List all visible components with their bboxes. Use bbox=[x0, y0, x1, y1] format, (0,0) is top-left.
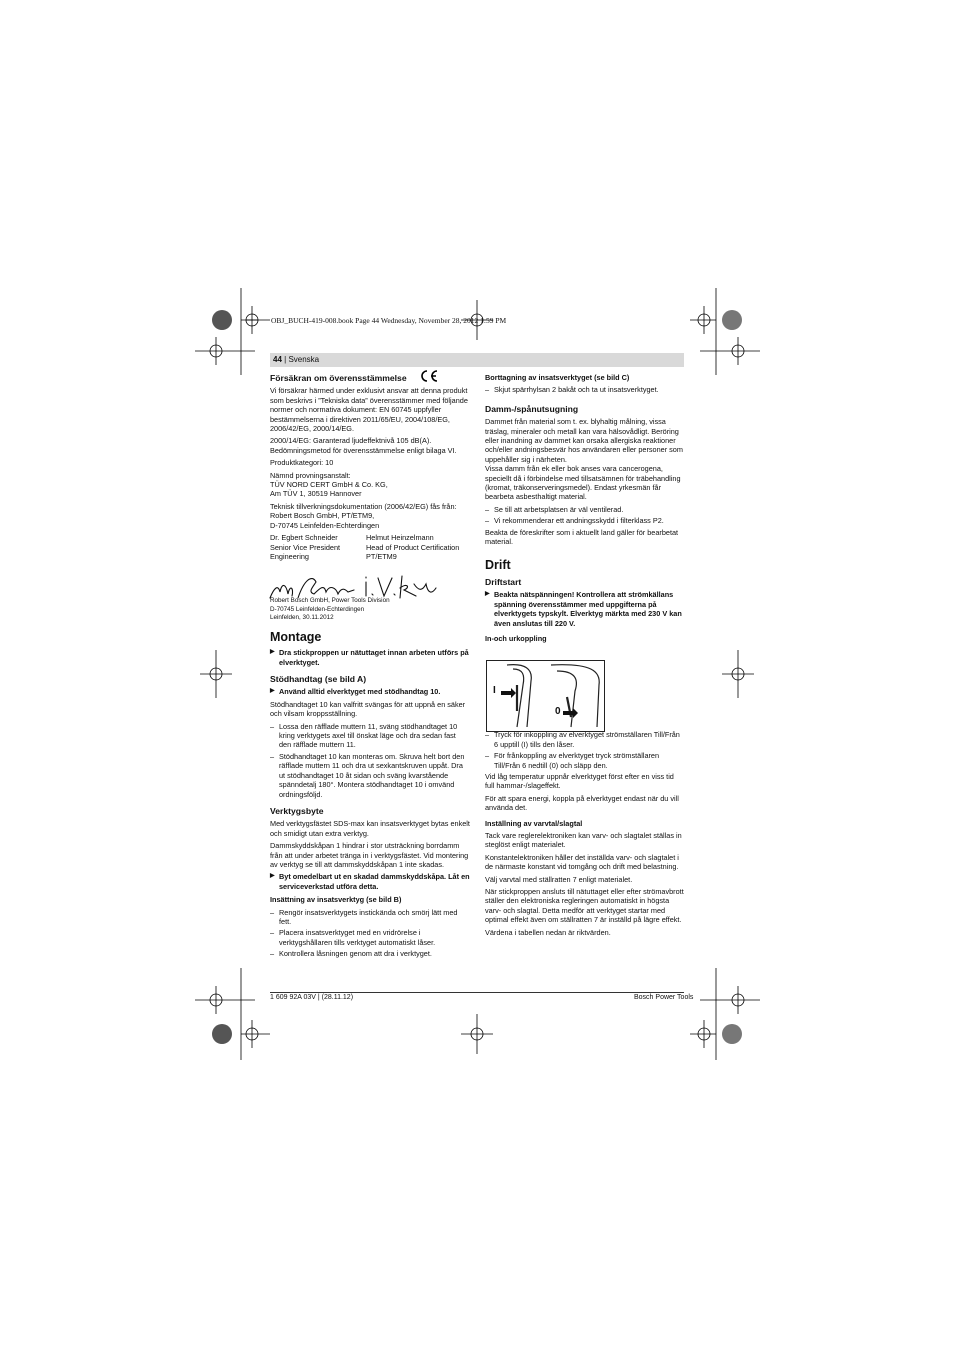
list-item: – För frånkoppling av elverktyget tryck strömställaren Till/Från 6 nedtill (0) och släpp den. bbox=[485, 751, 685, 770]
list-item: – Se till att arbetsplatsen är väl ventilerad. bbox=[485, 505, 685, 514]
paragraph: Dammskyddskåpan 1 hindrar i stor utsträckning borrdamm från att under arbetet tränga in i verktygsfästet. Vid montering av verktyg se till att dammskyddskåpan 1 inte skadas. bbox=[270, 841, 469, 869]
tool-handle-illustration bbox=[487, 661, 604, 731]
decl-para: Teknisk tillverkningsdokumentation (2006/42/EG) fås från: Robert Bosch GmbH, PT/ETM9, D-70745 Leinfelden-Echterdingen bbox=[270, 501, 457, 530]
paragraph: Värdena i tabellen nedan är riktvärden. bbox=[485, 927, 611, 937]
section-name: Svenska bbox=[288, 355, 320, 364]
paragraph: Dammet från material som t. ex. blyhaltig målning, vissa träslag, mineraler och metall kan vara hälsovådligt. Beröring eller inandning av dammet kan orsaka allergiska reaktioner och/eller andningsbesvär hos användaren eller personer som uppehåller sig i närheten. bbox=[485, 417, 683, 464]
on-label: I bbox=[493, 685, 496, 696]
paragraph: För att spara energi, koppla på elverktyget endast när du vill använda det. bbox=[485, 793, 679, 813]
list-item: – Kontrollera låsningen genom att dra i verktyget. bbox=[270, 949, 470, 958]
paragraph: Stödhandtaget 10 kan valfritt svängas för att uppnå en säker och vilsam kroppsställning. bbox=[270, 699, 466, 719]
paragraph: När stickproppen ansluts till nätuttaget eller efter strömavbrott ställer den elektroniska regleringen automatiskt in högsta varv- och slagtal. Detta medför att verktyget startar med optimal effekt även om ställratten 7 är inställd på lägre effekt. bbox=[485, 887, 684, 925]
list-item: – Rengör insatsverktygets instickända och smörj lätt med fett. bbox=[270, 908, 470, 927]
footer-rule bbox=[270, 992, 684, 993]
address: Robert Bosch GmbH, Power Tools Division D-70745 Leinfelden-Echterdingen Leinfelden, 30.11.2012 bbox=[270, 597, 390, 622]
borttagning-heading: Borttagning av insatsverktyget (se bild C) bbox=[485, 373, 630, 382]
paragraph: Vid låg temperatur uppnår elverktyget först efter en viss tid full hammar-/slageffekt. bbox=[485, 771, 674, 791]
stodhandtag-heading: Stödhandtag (se bild A) bbox=[270, 674, 367, 685]
decl-para: 2000/14/EG: Garanterad ljudeffektnivå 105 dB(A). Bedömningsmetod för överensstämmelse enligt bilaga VI. bbox=[270, 436, 457, 455]
footer-right: Bosch Power Tools bbox=[634, 994, 694, 1001]
damm-heading: Damm-/spånutsugning bbox=[485, 403, 579, 414]
montage-heading: Montage bbox=[270, 629, 322, 644]
footer-left: 1 609 92A 03V | (28.11.12) bbox=[270, 994, 354, 1001]
paragraph: Med verktygsfästet SDS-max kan insatsverktyget bytas enkelt och smidigt utan extra verktyg. bbox=[270, 819, 470, 838]
verktygsbyte-heading: Verktygsbyte bbox=[270, 805, 324, 816]
list-item: – Placera insatsverktyget med en vridrörelse i verktygshållaren tills verktyget automatiskt låser. bbox=[270, 928, 470, 947]
page-header: 44 | Svenska bbox=[273, 355, 320, 364]
print-slug: OBJ_BUCH-419-008.book Page 44 Wednesday, November 28, 2012 1:59 PM bbox=[271, 316, 507, 325]
drift-heading: Drift bbox=[485, 557, 511, 572]
ce-mark-icon bbox=[419, 369, 439, 383]
header-bar bbox=[270, 353, 684, 367]
list-item: – Tryck för inkoppling av elverktyget strömställaren Till/Från 6 upptill (I) tills den låser. bbox=[485, 730, 685, 749]
decl-para: Produktkategori: 10 bbox=[270, 458, 334, 468]
paragraph: Tack vare reglerelektroniken kan varv- och slagtalet ställas in steglöst enligt materialet. bbox=[485, 831, 682, 850]
paragraph: Konstantelektroniken håller det inställda varv- och slagtalet i de närmaste konstant vid tomgång och drift med belastning. bbox=[485, 852, 679, 872]
installning-heading: Inställning av varvtal/slagtal bbox=[485, 818, 583, 828]
right-column bbox=[485, 369, 685, 940]
inur-heading: In-och urkoppling bbox=[485, 633, 547, 643]
decl-para: Nämnd provningsanstalt: TÜV NORD CERT GmbH & Co. KG, Am TÜV 1, 30519 Hannover bbox=[270, 470, 388, 499]
page-number: 44 bbox=[273, 355, 282, 364]
decl-para: Vi försäkrar härmed under exklusivt ansvar att denna produkt som beskrivs i ”Tekniska data” överensstämmer med följande normer och normativa dokument: EN 60745 uppfyller bestämmelserna i direktiven 2011/65/EU, 2004/108/EG, 2006/42/EG, 2000/14/EG. bbox=[270, 386, 468, 434]
paragraph: Beakta de föreskrifter som i aktuellt land gäller för bearbetat material. bbox=[485, 527, 679, 547]
driftstart-heading: Driftstart bbox=[485, 576, 522, 587]
off-label: 0 bbox=[555, 706, 561, 717]
paragraph: Vissa damm från ek eller bok anses vara cancerogena, speciellt då i förbindelse med tillsatsämnen för träbehandling (kromat, träkonserveringsmedel). Endast yrkesmän får bearbeta asbesthaltigt material. bbox=[485, 464, 681, 502]
list-item: – Vi rekommenderar ett andningsskydd i filterklass P2. bbox=[485, 516, 685, 525]
warning: ▶ Använd alltid elverktyget med stödhandtag 10. bbox=[270, 687, 470, 696]
left-column bbox=[270, 366, 470, 961]
warning: ▶ Dra stickproppen ur nätuttaget innan arbeten utförs på elverktyget. bbox=[270, 648, 470, 667]
paragraph: Välj varvtal med ställratten 7 enligt materialet. bbox=[485, 874, 633, 884]
insattning-heading: Insättning av insatsverktyg (se bild B) bbox=[270, 895, 402, 905]
declaration-heading: Försäkran om överensstämmelse bbox=[270, 373, 407, 383]
warning: ▶ Beakta nätspänningen! Kontrollera att strömkällans spänning överensstämmer med uppgifterna på elverktygets typskylt. Elverktyg märkta med 230 V kan även anslutas till 220 V. bbox=[485, 590, 685, 628]
list-item: – Skjut spärrhylsan 2 bakåt och ta ut insatsverktyget. bbox=[485, 385, 685, 394]
switch-figure bbox=[486, 660, 605, 732]
signatories: Dr. Egbert Schneider Senior Vice President Engineering Helmut Heinzelmann Head of Product Certification PT/ETM9 bbox=[270, 533, 460, 561]
handwritten-signatures bbox=[268, 570, 438, 604]
warning: ▶ Byt omedelbart ut en skadad dammskyddskåpa. Låt en serviceverkstad utföra detta. bbox=[270, 872, 470, 891]
list-item: – Stödhandtaget 10 kan monteras om. Skruva helt bort den räfflade muttern 11 och dra ut sexkantskruven uppåt. Dra ut stödhandtaget 10 åt sidan och sväng kvarstående spänndetalj 180°. Montera stödhandtaget 10 i omvänd ordningsföljd. bbox=[270, 752, 470, 799]
list-item: – Lossa den räfflade muttern 11, sväng stödhandtaget 10 kring verktygets axel till önskat läge och dra sedan fast den räfflade muttern 11. bbox=[270, 722, 470, 750]
